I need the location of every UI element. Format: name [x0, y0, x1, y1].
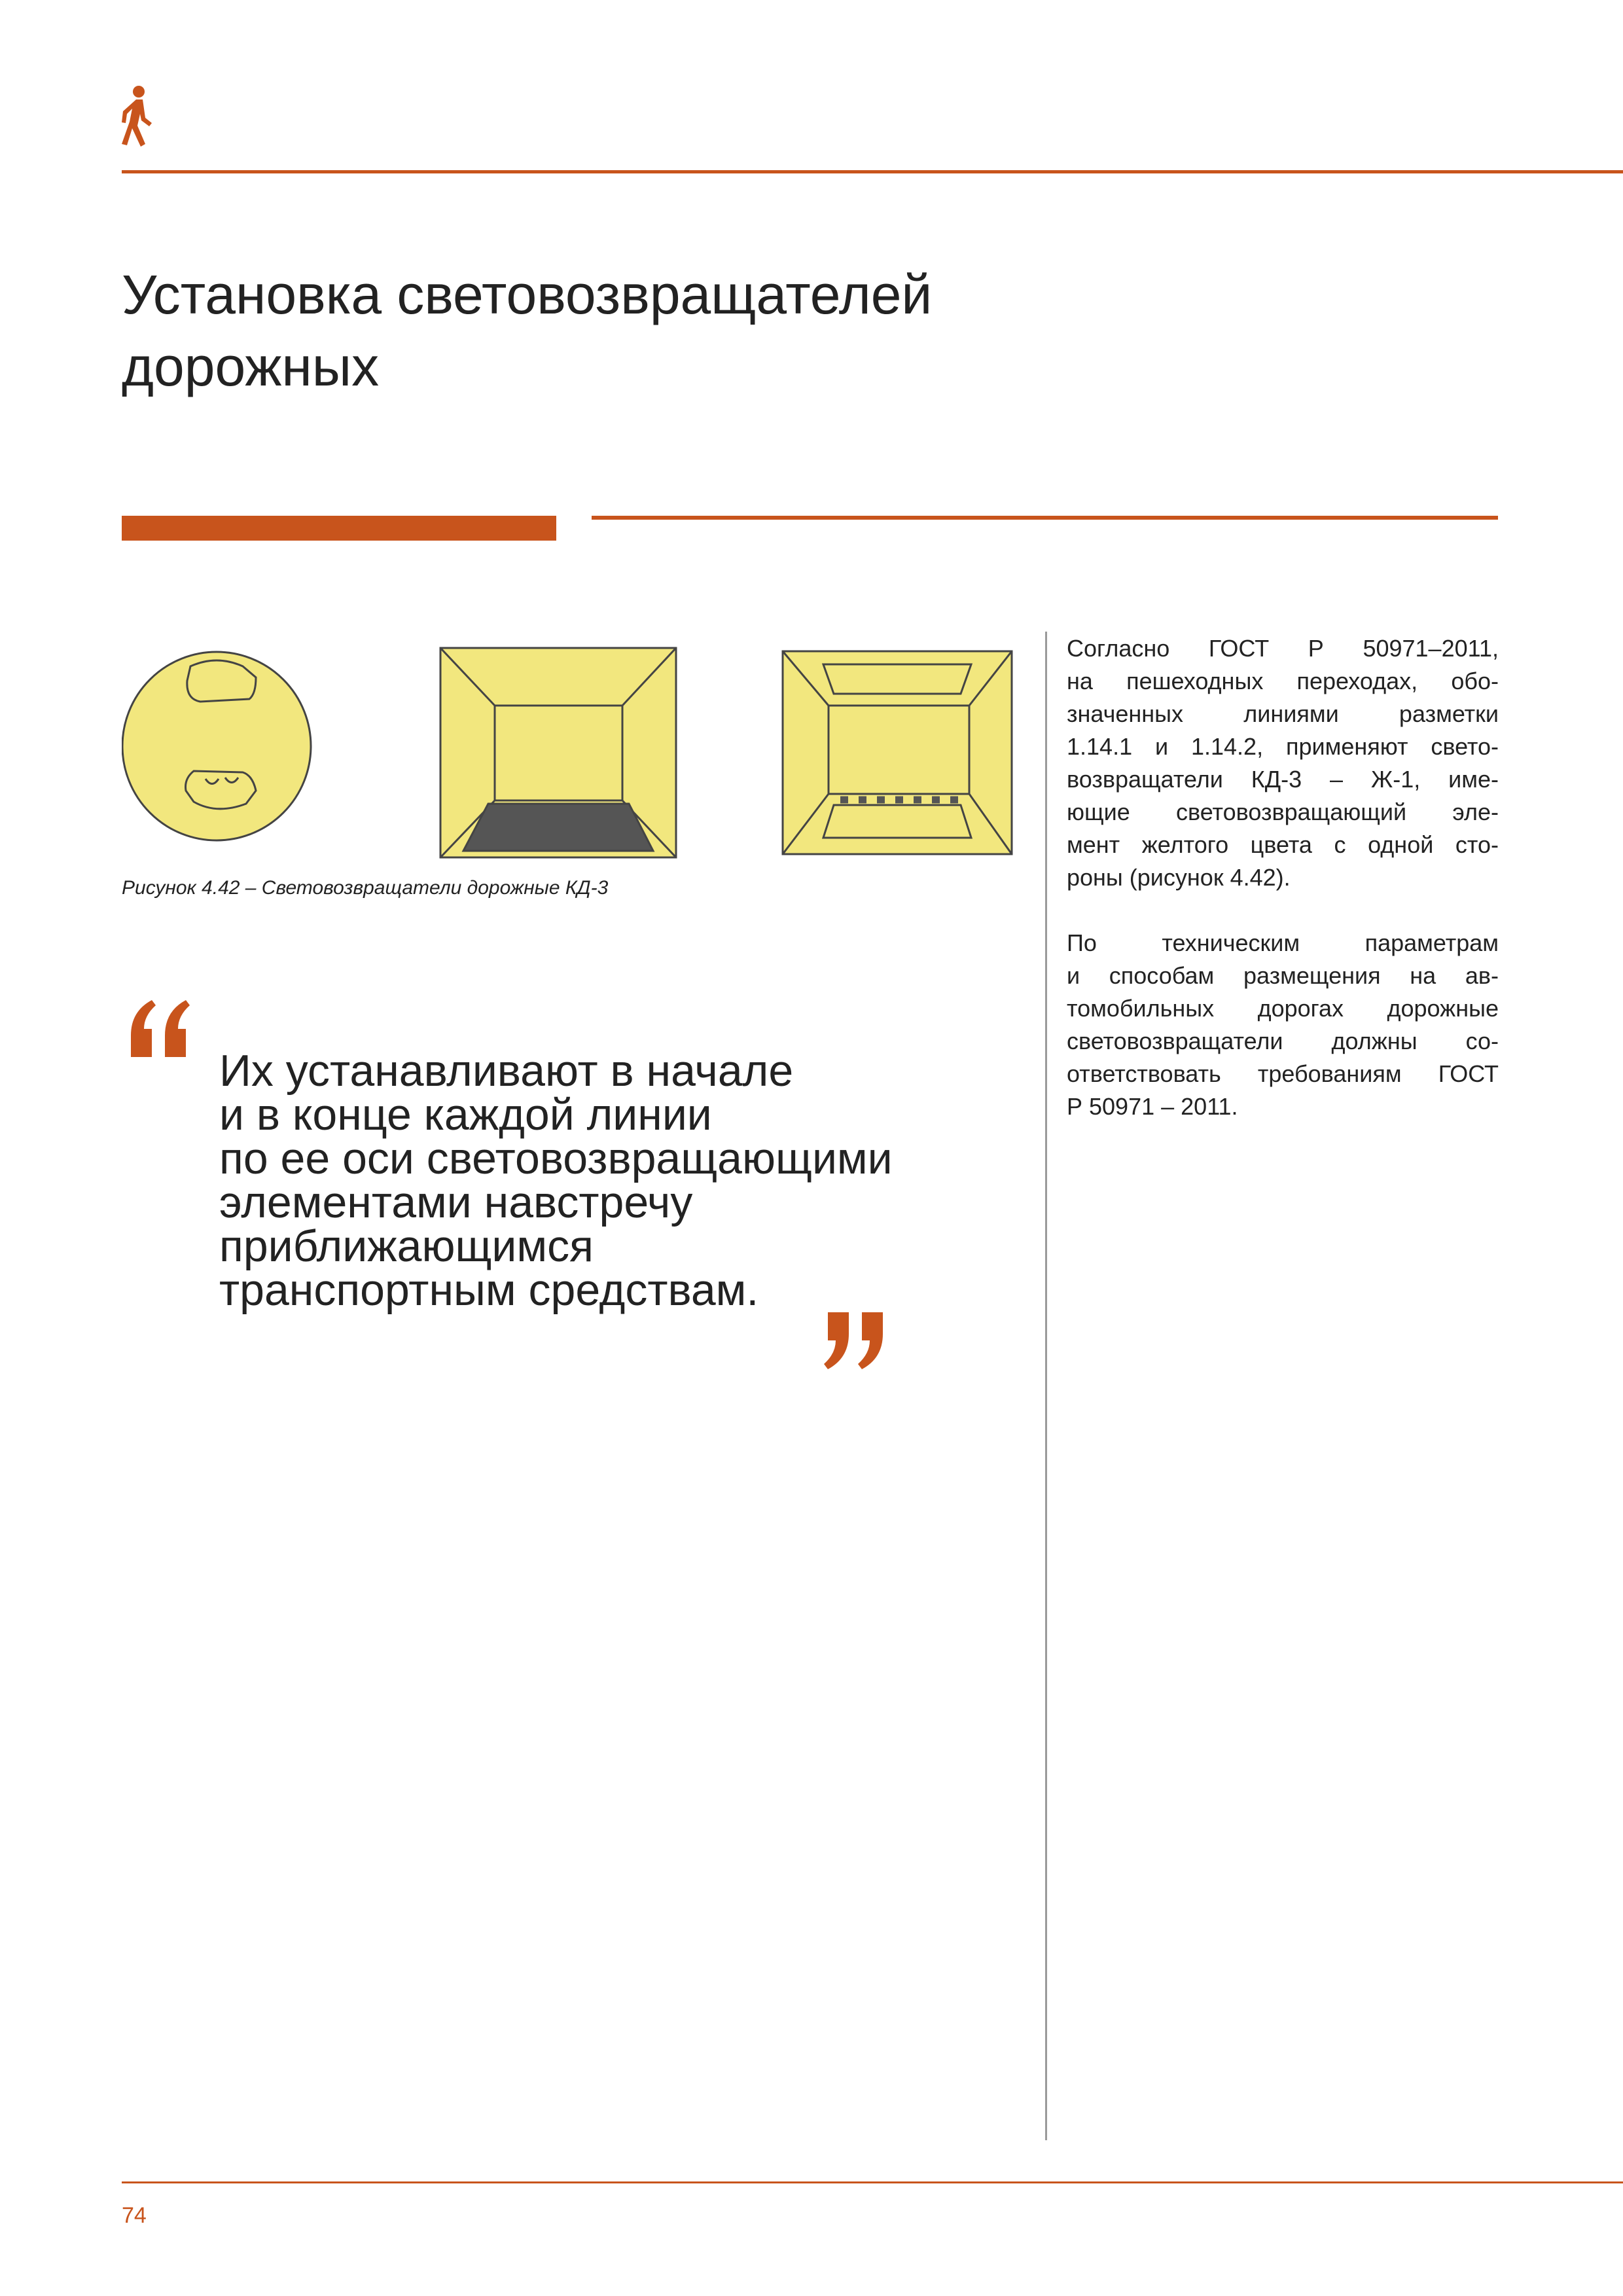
footer-rule	[122, 2181, 1623, 2183]
section-rule-thin	[592, 516, 1498, 520]
pull-quote-line: приближающимся	[219, 1221, 594, 1271]
page-number: 74	[122, 2203, 147, 2228]
body-line: возвращатели КД-3 – Ж-1, име-	[1067, 766, 1499, 793]
body-line: значенных линиями разметки	[1067, 700, 1499, 727]
pull-quote-line: элементами навстречу	[219, 1177, 693, 1227]
body-line: световозвращатели должны со-	[1067, 1028, 1499, 1054]
open-quote-icon	[124, 995, 196, 1060]
pull-quote-line: и в конце каждой линии	[219, 1090, 712, 1139]
page-title-line-1: Установка световозвращателей	[122, 264, 933, 325]
square-reflector-figure	[440, 648, 676, 857]
body-line: ответствовать требованиям ГОСТ	[1067, 1060, 1499, 1087]
pull-quote-line: по ее оси световозвращающими	[219, 1134, 893, 1183]
page-title-line-2: дорожных	[122, 336, 380, 397]
body-line: Согласно ГОСТ Р 50971–2011,	[1067, 635, 1499, 662]
round-reflector-figure	[122, 652, 311, 840]
body-line: на пешеходных переходах, обо-	[1067, 668, 1499, 694]
paragraph-gap	[1067, 894, 1499, 927]
body-line: Р 50971 – 2011.	[1067, 1093, 1238, 1120]
close-quote-icon	[821, 1309, 893, 1374]
body-line: ющие световозвращающий эле-	[1067, 798, 1499, 825]
pull-quote	[219, 1046, 1005, 1315]
column-divider	[1045, 632, 1047, 2140]
body-line: По техническим параметрам	[1067, 929, 1499, 956]
pedestrian-icon	[116, 85, 156, 148]
body-text	[1067, 632, 1499, 1123]
square-reflector-dashed-figure	[783, 651, 1012, 854]
section-rule-thick	[122, 516, 556, 541]
pull-quote-line: транспортным средствам.	[219, 1265, 759, 1315]
reflector-figures	[122, 628, 1038, 870]
body-line: роны (рисунок 4.42).	[1067, 864, 1291, 891]
body-line: и способам размещения на ав-	[1067, 962, 1499, 989]
figure-caption: Рисунок 4.42 – Световозвращатели дорожные КД-3	[122, 877, 609, 899]
header-rule	[122, 170, 1623, 173]
body-line: мент желтого цвета с одной сто-	[1067, 831, 1499, 858]
body-line: томобильных дорогах дорожные	[1067, 995, 1499, 1022]
page-title	[122, 259, 1169, 403]
pull-quote-line: Их устанавливают в начале	[219, 1046, 794, 1096]
body-line: 1.14.1 и 1.14.2, применяют свето-	[1067, 733, 1499, 760]
